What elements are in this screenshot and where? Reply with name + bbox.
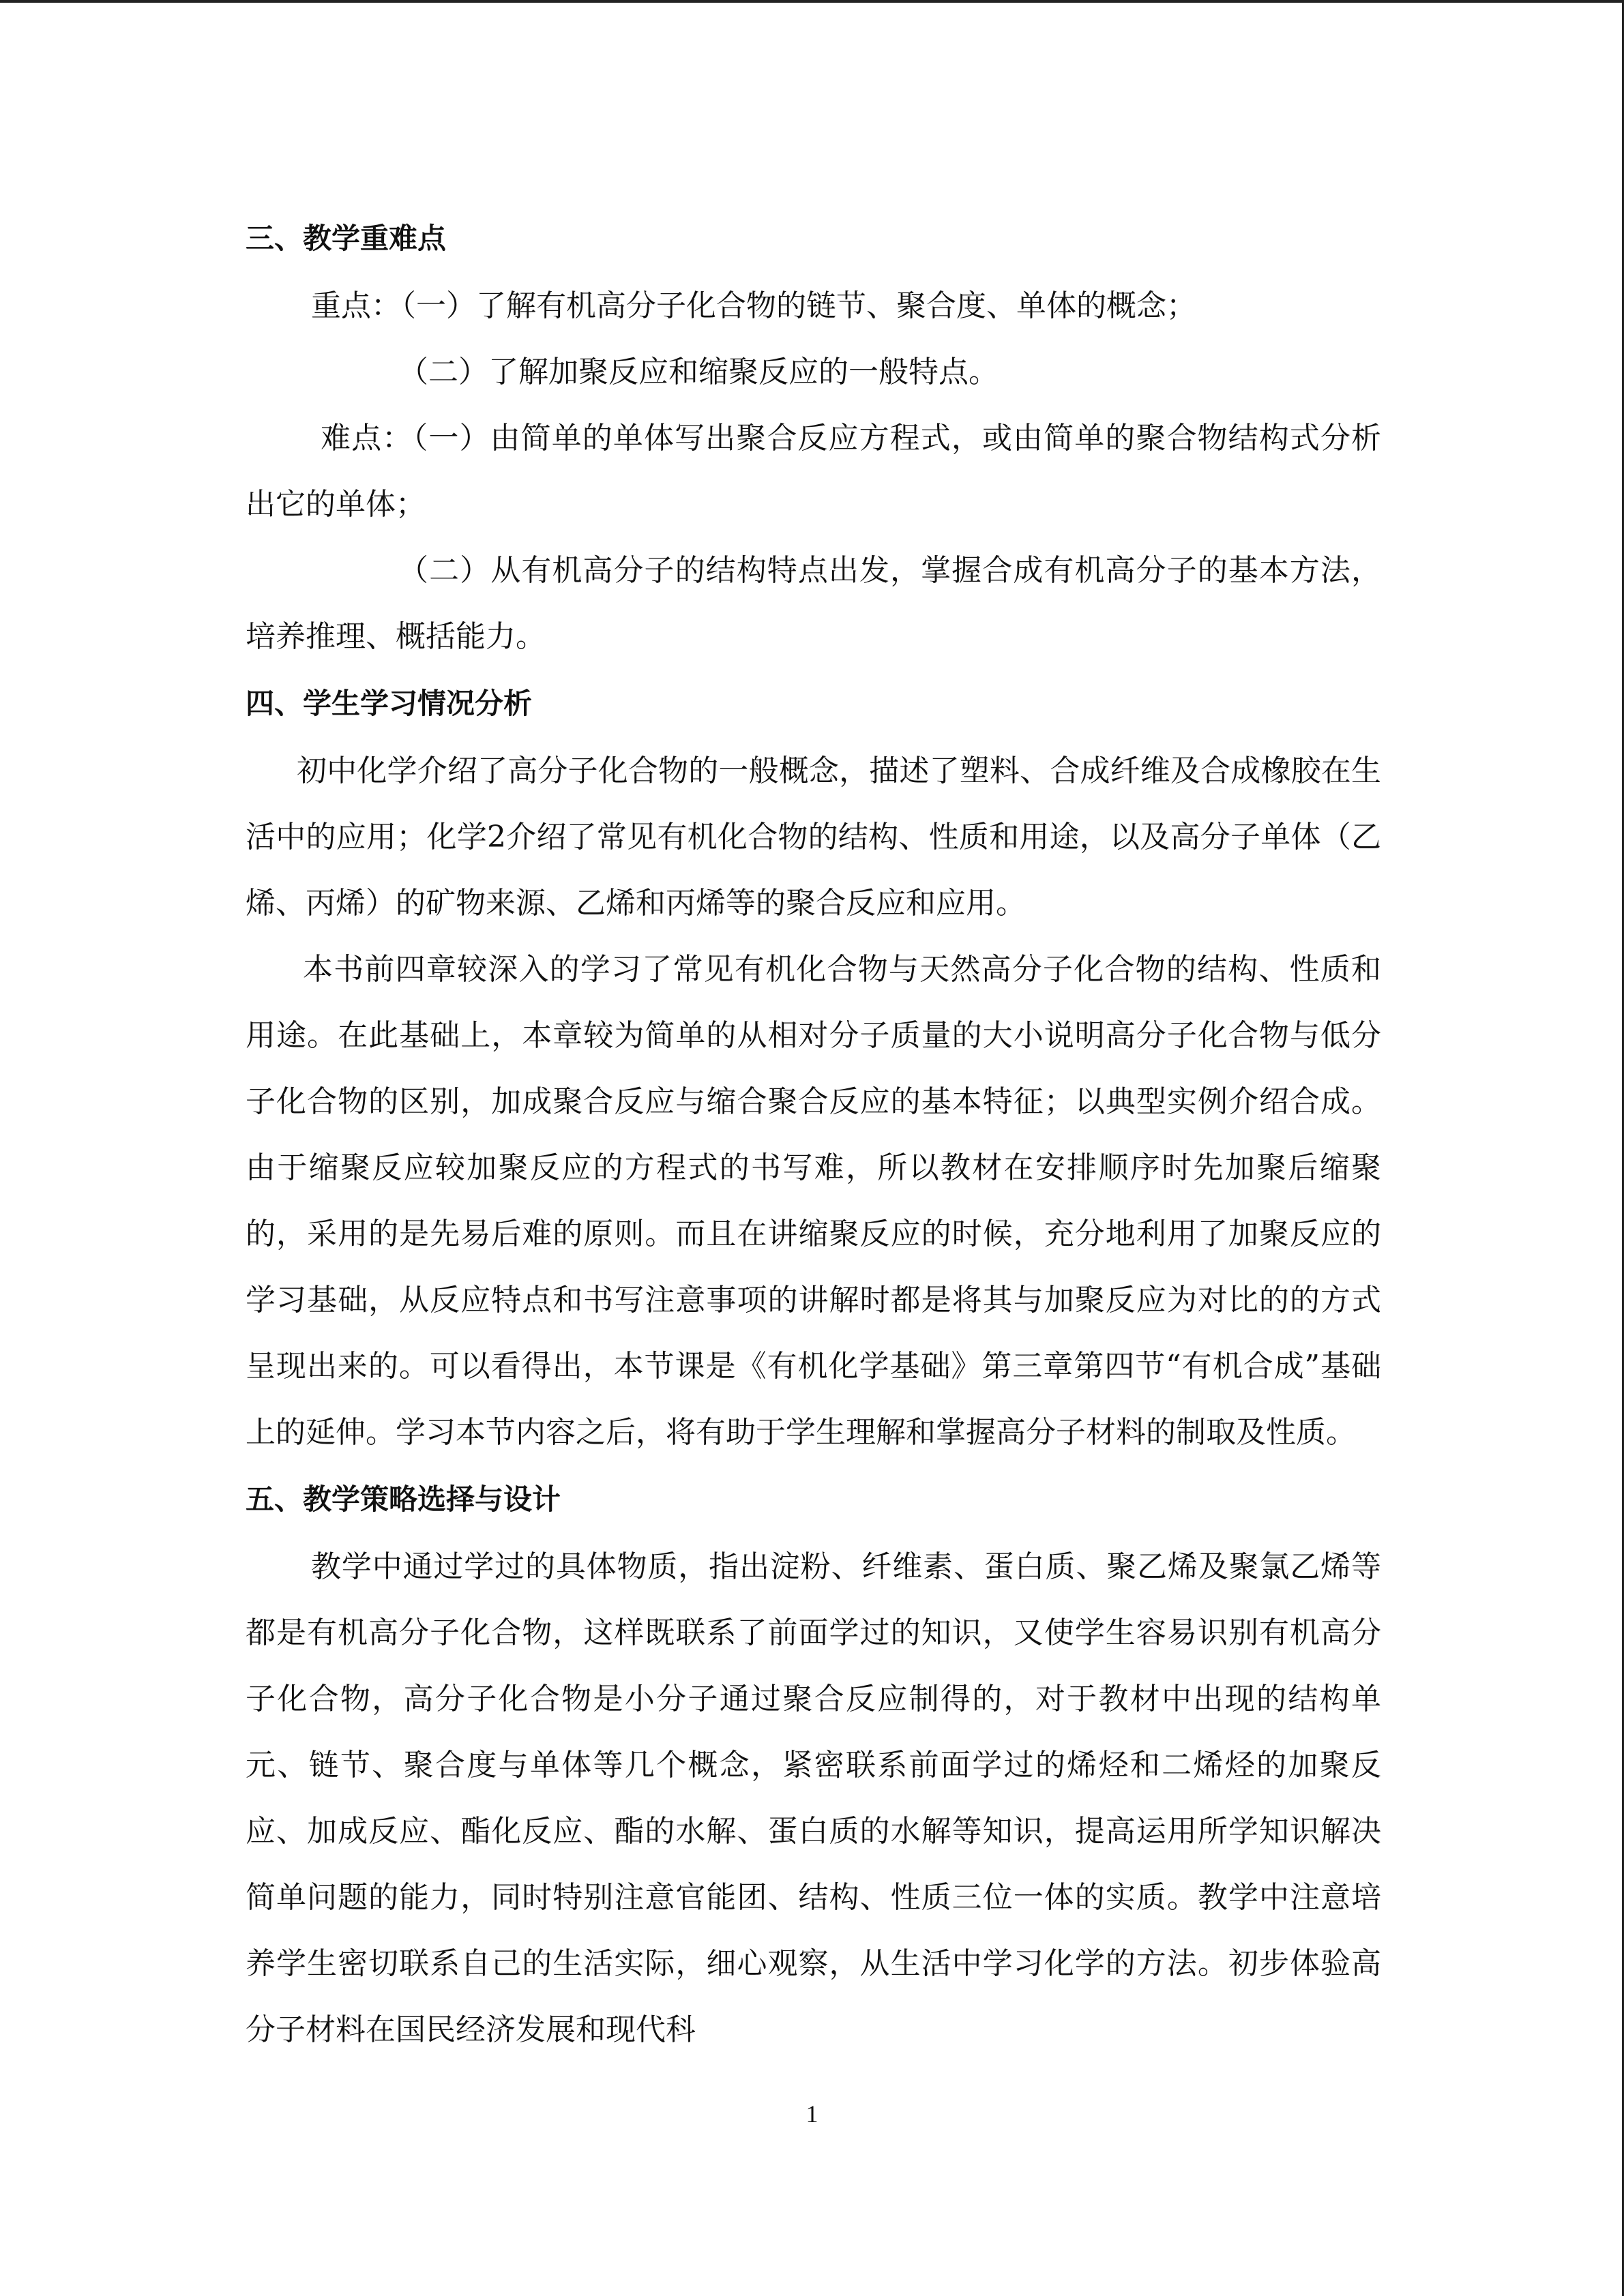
section-heading: 五、教学策略选择与设计 [246, 1482, 561, 1516]
section-key-difficult-points [246, 205, 1381, 670]
paragraph: 本书前四章较深入的学习了常见有机化合物与天然高分子化合物的结构、性质和用途。在此基础上，本章较为简单的从相对分子质量的大小说明高分子化合物与低分子化合物的区别，加成聚合反应与缩合聚合反应的基本特征；以典型实例介绍合成。由于缩聚反应较加聚反应的方程式的书写难，所以教材在安排顺序时先加聚后缩聚的，采用的是先易后难的原则。而且在讲缩聚反应的时候，充分地利用了加聚反应的学习基础，从反应特点和书写注意事项的讲解时都是将其与加聚反应为对比的的方式呈现出来的。可以看得出，本节课是《有机化学基础》第三章第四节“有机合成”基础上的延伸。学习本节内容之后，将有助于学生理解和掌握高分子材料的制取及性质。 [246, 952, 1381, 1450]
paragraph: 初中化学介绍了高分子化合物的一般概念，描述了塑料、合成纤维及合成橡胶在生活中的应用；化学2介绍了常见有机化合物的结构、性质和用途，以及高分子单体（乙烯、丙烯）的矿物来源、乙烯和丙烯等的聚合反应和应用。 [246, 754, 1381, 921]
section-student-analysis [246, 670, 1381, 1465]
key-point-1: 重点：（一）了解有机高分子化合物的链节、聚合度、单体的概念； [311, 288, 1196, 323]
difficulty-point-2: （二）从有机高分子的结构特点出发，掌握合成有机高分子的基本方法，培养推理、概括能力。 [246, 553, 1381, 654]
top-border-line [0, 0, 1624, 3]
document-page [246, 205, 1381, 2063]
key-point-2: （二）了解加聚反应和缩聚反应的一般特点。 [398, 355, 999, 389]
section-heading: 三、教学重难点 [246, 222, 447, 255]
section-teaching-strategy [246, 1465, 1381, 2063]
paragraph: 教学中通过学过的具体物质，指出淀粉、纤维素、蛋白质、聚乙烯及聚氯乙烯等都是有机高分子化合物，这样既联系了前面学过的知识，又使学生容易识别有机高分子化合物，高分子化合物是小分子通过聚合反应制得的，对于教材中出现的结构单元、链节、聚合度与单体等几个概念，紧密联系前面学过的烯烃和二烯烃的加聚反应、加成反应、酯化反应、酯的水解、蛋白质的水解等知识，提高运用所学知识解决简单问题的能力，同时特别注意官能团、结构、性质三位一体的实质。教学中注意培养学生密切联系自己的生活实际，细心观察，从生活中学习化学的方法。初步体验高分子材料在国民经济发展和现代科 [246, 1549, 1381, 2047]
page-number: 1 [806, 2100, 818, 2128]
difficulty-point-1: 难点：（一）由简单的单体写出聚合反应方程式，或由简单的聚合物结构式分析出它的单体； [246, 421, 1381, 522]
section-heading: 四、学生学习情况分析 [246, 687, 533, 720]
